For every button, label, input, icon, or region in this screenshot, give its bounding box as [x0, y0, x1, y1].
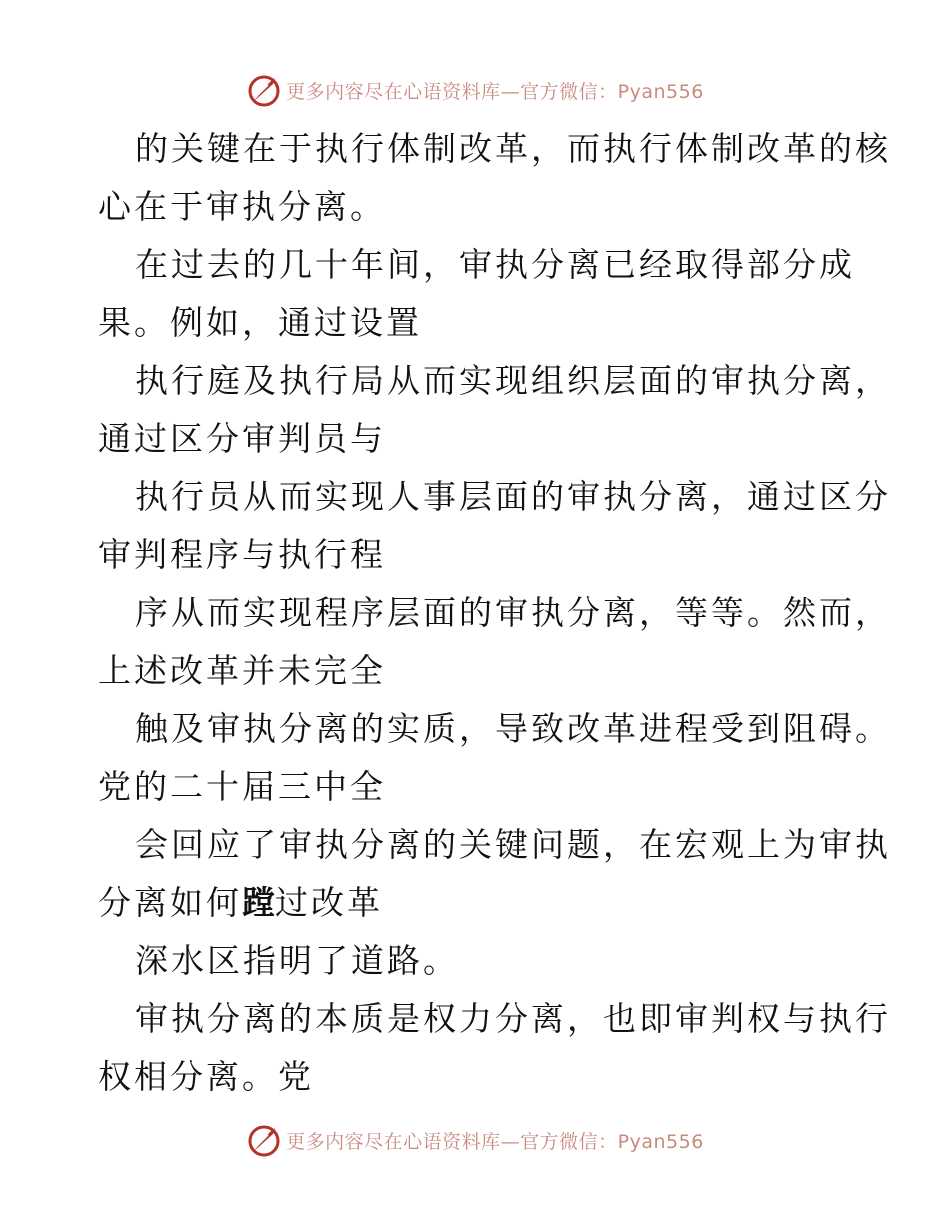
header-banner-content: [246, 72, 704, 108]
quill-pen-logo-icon: [246, 72, 282, 108]
paragraph-line: 执行庭及执行局从而实现组织层面的审执分离，: [135, 361, 891, 400]
header-banner: [0, 70, 950, 110]
line-segment: 分离如何: [98, 883, 242, 922]
paragraph-line: 审判程序与执行程: [98, 535, 386, 574]
line-segment: 过改革: [275, 883, 383, 922]
paragraph-line: 党的二十届三中全: [98, 767, 386, 806]
paragraph-line: [98, 874, 858, 932]
footer-wechat-id: Pyan556: [617, 1130, 704, 1153]
paragraph-line: 果。例如，通过设置: [98, 303, 422, 342]
paragraph-line: 的关键在于执行体制改革，而执行体制改革的核: [135, 129, 891, 168]
paragraph-line: 在过去的几十年间，审执分离已经取得部分成: [135, 245, 855, 284]
paragraph-line: 执行员从而实现人事层面的审执分离，通过区分: [135, 477, 891, 516]
paragraph-line: 序从而实现程序层面的审执分离，等等。然而，: [135, 593, 891, 632]
quill-pen-logo-icon: [246, 1122, 282, 1158]
footer-banner-content: [246, 1122, 704, 1158]
footer-banner: [0, 1120, 950, 1160]
header-wechat-id: Pyan556: [617, 80, 704, 103]
paragraph-line: 会回应了审执分离的关键问题，在宏观上为审执: [135, 825, 891, 864]
paragraph-line: 审执分离的本质是权力分离，也即审判权与执行: [135, 999, 891, 1038]
paragraph-line: 通过区分审判员与: [98, 419, 386, 458]
paragraph-line: 上述改革并未完全: [98, 651, 386, 690]
paragraph-line: 触及审执分离的实质，导致改革进程受到阻碍。: [135, 709, 891, 748]
bold-character: 蹚: [242, 883, 275, 922]
header-banner-text: 更多内容尽在心语资料库—官方微信：Pyan556: [286, 80, 704, 103]
document-body: [98, 120, 891, 1106]
paragraph-line: 深水区指明了道路。: [135, 941, 459, 980]
paragraph-line: 心在于审执分离。: [98, 187, 386, 226]
footer-banner-text: 更多内容尽在心语资料库—官方微信：Pyan556: [286, 1130, 704, 1153]
paragraph-line: 权相分离。党: [98, 1057, 314, 1096]
